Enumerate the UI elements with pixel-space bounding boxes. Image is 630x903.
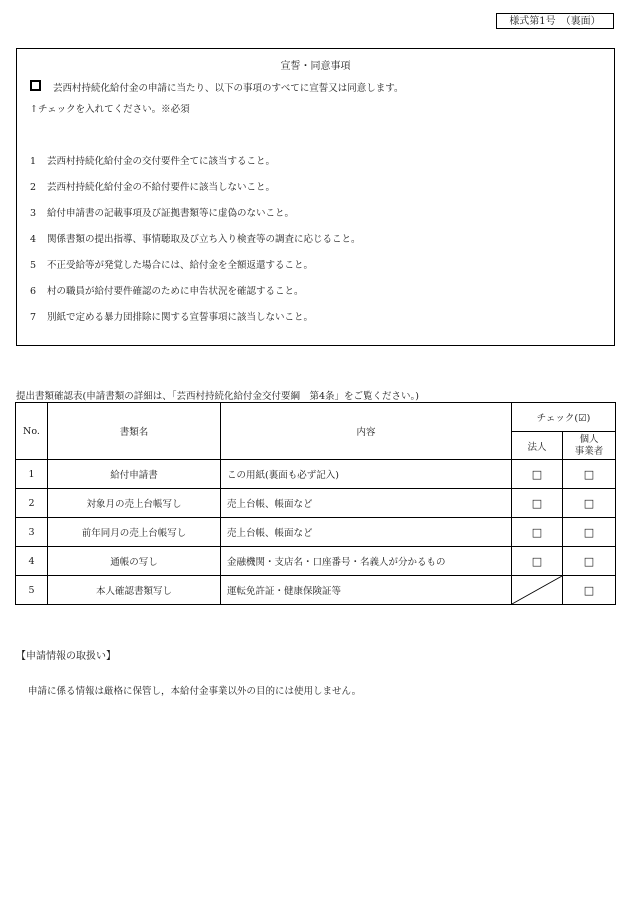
sole-proprietor-checkbox[interactable]: □ [563,576,616,605]
oath-item-number: 4 [30,234,37,245]
oath-item [30,257,313,271]
oath-section [16,48,615,346]
oath-item-text: 関係書類の提出指導、事情聴取及び立ち入り検査等の調査に応じること。 [47,234,361,245]
oath-item-text: 芸西村持続化給付金の不給付要件に該当しないこと。 [47,182,276,193]
sole-proprietor-checkbox[interactable]: □ [563,518,616,547]
document-content: 売上台帳、帳面など [221,489,512,518]
header-document-name: 書類名 [48,403,221,460]
row-number: 5 [16,576,48,605]
document-content: 運転免許証・健康保険証等 [221,576,512,605]
document-name: 通帳の写し [48,547,221,576]
row-number: 4 [16,547,48,576]
form-number-label: 様式第1号 （裏面） [496,13,614,29]
header-content: 内容 [221,403,512,460]
handling-title: 【申請情報の取扱い】 [16,651,116,662]
header-corporation: 法人 [512,432,563,460]
row-number: 1 [16,460,48,489]
document-name: 給付申請書 [48,460,221,489]
oath-item [30,283,304,297]
not-applicable-cell [512,576,563,605]
oath-item [30,309,313,323]
oath-item-number: 7 [30,312,37,323]
documents-table-caption: 提出書類確認表(申請書類の詳細は、「芸西村持続化給付金交付要綱 第4条」をご覧ください。) [16,391,419,402]
documents-checklist-table [15,402,616,605]
header-check: チェック(☑) [512,403,616,432]
oath-item-text: 芸西村持続化給付金の交付要件全てに該当すること。 [47,156,276,167]
document-content: 金融機関・支店名・口座番号・名義人が分かるもの [221,547,512,576]
oath-item-text: 別紙で定める暴力団排除に関する宣誓事項に該当しないこと。 [47,312,314,323]
oath-item-number: 1 [30,156,37,167]
oath-item-number: 5 [30,260,37,271]
header-no: No. [16,403,48,460]
oath-item [30,153,275,167]
document-name: 本人確認書類写し [48,576,221,605]
oath-item-text: 不正受給等が発覚した場合には、給付金を全額返還すること。 [47,260,314,271]
oath-item-number: 2 [30,182,37,193]
document-name: 対象月の売上台帳写し [48,489,221,518]
sole-proprietor-checkbox[interactable]: □ [563,460,616,489]
oath-statement: 芸西村持続化給付金の申請に当たり、以下の事項のすべてに宣誓又は同意します。 [53,83,404,94]
header-sole-proprietor: 個人 事業者 [563,432,616,460]
handling-body: 申請に係る情報は厳格に保管し，本給付金事業以外の目的には使用しません。 [28,686,362,697]
oath-item [30,205,294,219]
corporation-checkbox[interactable]: □ [512,489,563,518]
document-content: 売上台帳、帳面など [221,518,512,547]
oath-item-number: 3 [30,208,37,219]
table-row [16,547,616,576]
oath-item-number: 6 [30,286,37,297]
oath-item-text: 給付申請書の記載事項及び証拠書類等に虚偽のないこと。 [47,208,295,219]
table-row [16,460,616,489]
corporation-checkbox[interactable]: □ [512,518,563,547]
corporation-checkbox[interactable]: □ [512,547,563,576]
oath-title: 宣誓・同意事項 [280,61,351,72]
oath-item-text: 村の職員が給付要件確認のために申告状況を確認すること。 [47,286,304,297]
corporation-checkbox[interactable]: □ [512,460,563,489]
sole-proprietor-checkbox[interactable]: □ [563,489,616,518]
oath-item [30,231,361,245]
table-row [16,489,616,518]
diagonal-slash-icon [512,576,562,604]
table-row [16,576,616,605]
table-row [16,518,616,547]
document-name: 前年同月の売上台帳写し [48,518,221,547]
sole-proprietor-checkbox[interactable]: □ [563,547,616,576]
row-number: 3 [16,518,48,547]
row-number: 2 [16,489,48,518]
oath-required-note: ↑チェックを入れてください。※必須 [30,104,190,115]
document-content: この用紙(裏面も必ず記入) [221,460,512,489]
oath-agree-checkbox[interactable] [30,80,41,91]
oath-item [30,179,275,193]
